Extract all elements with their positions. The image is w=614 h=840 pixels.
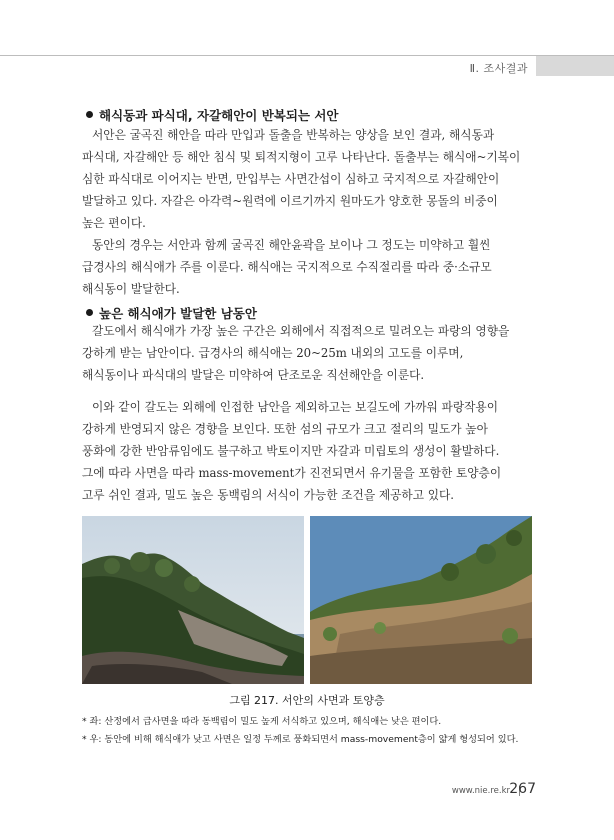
bullet-icon: [86, 309, 93, 316]
figure-caption: 그림 217. 서안의 사면과 토양층: [229, 694, 385, 707]
figure-note-left: * 좌: 산정에서 급사면을 따라 동백림이 밀도 높게 서식하고 있으며, 해식애는 낮은 편이다.: [82, 716, 442, 727]
paragraph-west-1: 서안은 굴곡진 해안을 따라 만입과 돌출을 반복하는 양상을 보인 결과, 해식동과 파식대, 자갈해안 등 해안 침식 및 퇴적지형이 고루 나타난다. 돌출부는 해식애~기복이 심한 파식대로 이어지는 반면, 만입부는 사면간섭이 심하고 국지적으로 자갈해안이 발달하고 있다. 자갈은 아각력~원력에 이르기까지 원마도가 양호한 몽돌의 비중이 높은 편이다.: [82, 128, 521, 230]
photo-west-slope-image: [310, 516, 532, 684]
paragraph-west-2: 동안의 경우는 서안과 함께 굴곡진 해안윤곽을 보이나 그 정도는 미약하고 훨씬 급경사의 해식애가 주를 이룬다. 해식애는 국지적으로 수직절리를 따라 중·소규모 해식동이 발달한다.: [82, 238, 492, 296]
section-heading-west: 해식동과 파식대, 자갈해안이 반복되는 서안: [86, 106, 339, 124]
photo-west-slope: [310, 516, 532, 684]
page-number: 267: [509, 781, 536, 797]
footer-url[interactable]: www.nie.re.kr: [451, 786, 510, 796]
section-tab: [536, 56, 614, 76]
paragraph-summary: 이와 같이 갈도는 외해에 인접한 남안을 제외하고는 보길도에 가까워 파랑작용이 강하게 반영되지 않은 경향을 보인다. 또한 섬의 규모가 크고 절리의 밀도가 높아 풍화에 강한 반암류임에도 불구하고 박토이지만 자갈과 미립토의 생성이 활발하다. 그에 따라 사면을 따라 mass-movement가 진전되면서 유기물을 포함한 토양층이 고루 쉬인 결과, 밀도 높은 동백림의 서식이 가능한 조건을 제공하고 있다.: [82, 400, 502, 502]
paragraph-southeast: 갈도에서 해식애가 가장 높은 구간은 외해에서 직접적으로 밀려오는 파랑의 영향을 강하게 받는 남안이다. 급경사의 해식애는 20~25m 내외의 고도를 이루며, 해식동이나 파식대의 발달은 미약하여 단조로운 직선해안을 이룬다.: [82, 324, 510, 382]
bullet-icon: [86, 111, 93, 118]
header-rule: [0, 55, 614, 56]
photo-west-headland: [82, 516, 304, 684]
photo-west-headland-image: [82, 516, 304, 684]
section-title: Ⅱ. 조사결과: [469, 62, 528, 75]
section-heading-southeast: 높은 해식애가 발달한 남동안: [86, 304, 257, 322]
figure-note-right: * 우: 동안에 비해 해식애가 낮고 사면은 일정 두께로 풍화되면서 mass-movement층이 얇게 형성되어 있다.: [82, 734, 519, 745]
